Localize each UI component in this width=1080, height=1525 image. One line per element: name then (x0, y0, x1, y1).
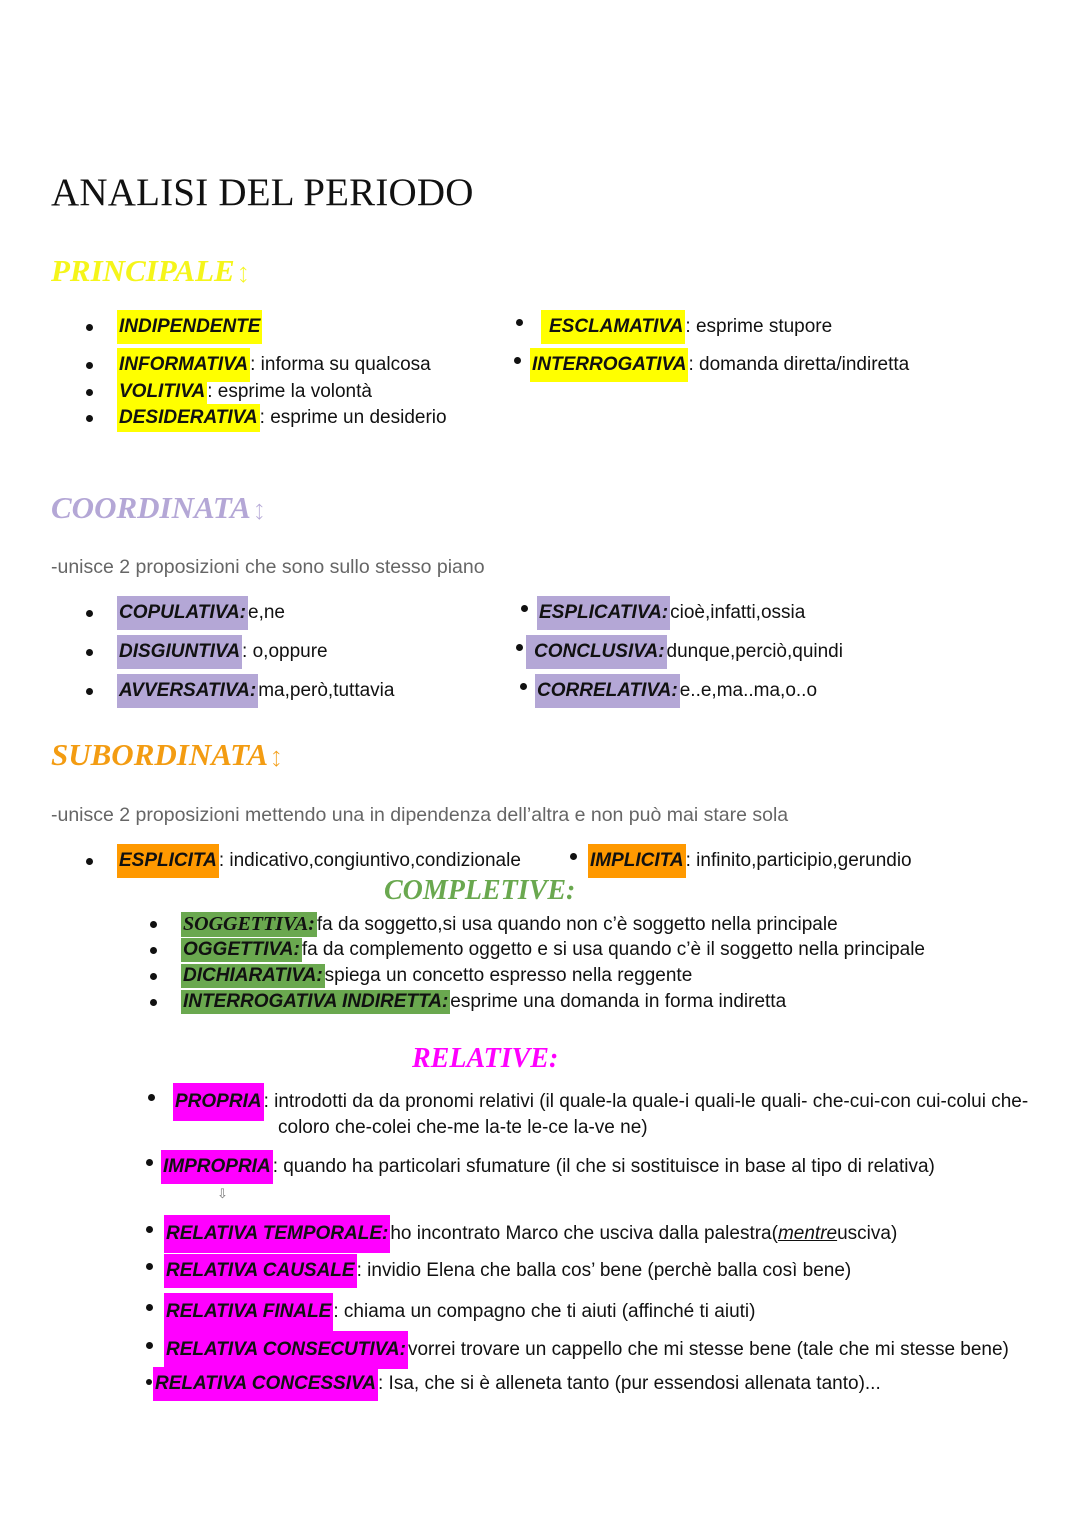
link-icon[interactable]: ⤢ (232, 264, 254, 286)
down-arrow-icon: ⇩ (217, 1186, 228, 1201)
heading-subordinata (51, 737, 288, 773)
term-highlight: SOGGETTIVA: (183, 913, 315, 935)
term-highlight: COPULATIVA: (117, 596, 248, 630)
term-description-continued: coloro che-colei che-me la-te le-ce la-ve ne) (278, 1117, 648, 1138)
term-highlight: OGGETTIVA: (183, 939, 300, 960)
term-highlight: INDIPENDENTE (117, 310, 262, 344)
term-description: e,ne (248, 602, 285, 623)
page-title: ANALISI DEL PERIODO (51, 171, 474, 214)
coordinata-description: -unisce 2 proposizioni che sono sullo stesso piano (51, 556, 485, 578)
term-highlight: DESIDERATIVA (117, 404, 260, 432)
list-item (150, 990, 786, 1014)
list-item (514, 348, 909, 382)
list-item (150, 964, 692, 988)
term-description: : indicativo,congiuntivo,condizionale (218, 850, 521, 871)
bullet-icon (516, 319, 523, 326)
list-item (146, 1331, 1009, 1369)
term-description: ma,però,tuttavia (258, 680, 395, 701)
list-item (86, 674, 394, 708)
list-item (86, 844, 521, 878)
bullet-icon (146, 1263, 153, 1270)
emphasis-text (778, 1223, 837, 1245)
bullet-icon (86, 324, 93, 331)
term-description: : invidio Elena che balla cos’ bene (perchè balla così bene) (356, 1260, 852, 1281)
subordinata-description: -unisce 2 proposizioni mettendo una in dipendenza dell’altra e non può mai stare sola (51, 804, 789, 826)
term-highlight: DISGIUNTIVA (117, 635, 242, 669)
bullet-icon (86, 649, 93, 656)
bullet-icon (86, 415, 93, 422)
bullet-icon (150, 973, 157, 980)
bullet-icon (514, 357, 521, 364)
term-highlight: PROPRIA (173, 1083, 264, 1121)
term-description: fa da soggetto,si usa quando non c’è soggetto nella principale (316, 913, 838, 935)
term-description: fa da complemento oggetto e si usa quando c’è il soggetto nella principale (301, 939, 925, 960)
term-highlight: AVVERSATIVA: (117, 674, 258, 708)
term-description: : quando ha particolari sfumature (il che si sostituisce in base al tipo di relativa) (272, 1156, 935, 1177)
bullet-icon (86, 688, 93, 695)
bullet-icon (146, 1379, 152, 1385)
bullet-icon (86, 858, 93, 865)
bullet-icon (86, 389, 93, 396)
term-highlight: ESPLICITA (117, 844, 219, 878)
term-description: : esprime la volontà (207, 381, 372, 402)
term-description: spiega un concetto espresso nella reggente (324, 965, 693, 986)
bullet-icon (146, 1304, 153, 1311)
emphasis-word: mentre (777, 1223, 838, 1244)
term-description-end: usciva) (837, 1223, 898, 1244)
term-highlight: VOLITIVA (117, 378, 207, 406)
term-description: vorrei trovare un cappello che mi stesse bene (tale che mi stesse bene) (407, 1339, 1009, 1360)
term-highlight: INFORMATIVA (117, 348, 250, 382)
heading-completive: COMPLETIVE: (384, 875, 576, 906)
term-highlight: RELATIVA FINALE (164, 1293, 333, 1331)
term-highlight: RELATIVA CAUSALE (164, 1254, 357, 1288)
list-item (570, 844, 912, 878)
bullet-icon (146, 1226, 153, 1233)
list-item (86, 635, 328, 669)
link-icon[interactable]: ⤢ (248, 501, 271, 523)
list-item (146, 1254, 851, 1288)
term-highlight: RELATIVA CONCESSIVA (153, 1367, 378, 1401)
bullet-icon (516, 644, 523, 651)
list-item (146, 1293, 755, 1331)
term-description: : domanda diretta/indiretta (688, 354, 910, 375)
term-description: : esprime un desiderio (259, 407, 447, 428)
list-item (86, 310, 262, 344)
list-item (521, 596, 805, 630)
heading-coordinata (51, 490, 271, 526)
term-description: esprime una domanda in forma indiretta (450, 991, 787, 1012)
bullet-icon (86, 362, 93, 369)
heading-subordinata-text: SUBORDINATA (51, 737, 269, 772)
term-highlight: RELATIVA TEMPORALE: (164, 1215, 390, 1253)
bullet-icon (146, 1159, 153, 1166)
list-item (150, 938, 925, 962)
bullet-icon (148, 1094, 155, 1101)
term-description: : infinito,participio,gerundio (685, 850, 912, 871)
term-description: ho incontrato Marco che usciva dalla palestra( (390, 1223, 778, 1244)
heading-principale (51, 253, 252, 289)
heading-coordinata-text: COORDINATA (51, 490, 251, 525)
term-highlight: INTERROGATIVA INDIRETTA: (183, 991, 449, 1012)
term-highlight: ESPLICATIVA: (537, 596, 670, 630)
term-description: : esprime stupore (685, 316, 833, 337)
heading-principale-text: PRINCIPALE (51, 253, 235, 288)
bullet-icon (150, 921, 157, 928)
term-highlight: DICHIARATIVA: (183, 965, 323, 986)
list-item (86, 348, 431, 382)
bullet-icon (86, 610, 93, 617)
term-description: cioè,infatti,ossia (670, 602, 806, 623)
term-description: : Isa, che si è alleneta tanto (pur essendosi allenata tanto)... (377, 1373, 881, 1394)
term-highlight: INTERROGATIVA (530, 348, 688, 382)
term-highlight: CORRELATIVA: (535, 674, 680, 708)
list-item (86, 378, 372, 406)
list-item (516, 310, 832, 344)
list-item (146, 1150, 935, 1184)
heading-relative: RELATIVE: (412, 1043, 559, 1074)
list-item (146, 1367, 881, 1401)
bullet-icon (150, 999, 157, 1006)
list-item (150, 912, 838, 937)
term-description: : informa su qualcosa (250, 354, 431, 375)
list-item (86, 596, 285, 630)
term-description: e..e,ma..ma,o..o (679, 680, 818, 701)
term-highlight: CONCLUSIVA: (526, 635, 667, 669)
bullet-icon (570, 853, 577, 860)
list-item (148, 1083, 1028, 1121)
term-highlight: RELATIVA CONSECUTIVA: (164, 1331, 408, 1369)
bullet-icon (521, 605, 528, 612)
link-icon[interactable]: ⤢ (266, 748, 288, 770)
list-item (520, 674, 817, 708)
bullet-icon (520, 683, 527, 690)
list-item (146, 1215, 897, 1253)
term-description: : chiama un compagno che ti aiuti (affinché ti aiuti) (333, 1301, 756, 1322)
term-highlight: IMPROPRIA (161, 1150, 273, 1184)
term-description: : introdotti da da pronomi relativi (il quale-la quale-i quali-le quali- che-cui-con cui-colui che- (263, 1091, 1029, 1112)
list-item (516, 635, 843, 669)
bullet-icon (150, 947, 157, 954)
term-description: : o,oppure (242, 641, 328, 662)
bullet-icon (146, 1342, 153, 1349)
term-highlight: IMPLICITA (588, 844, 686, 878)
list-item (86, 404, 447, 432)
term-highlight: ESCLAMATIVA (541, 310, 685, 344)
term-description: dunque,perciò,quindi (666, 641, 843, 662)
